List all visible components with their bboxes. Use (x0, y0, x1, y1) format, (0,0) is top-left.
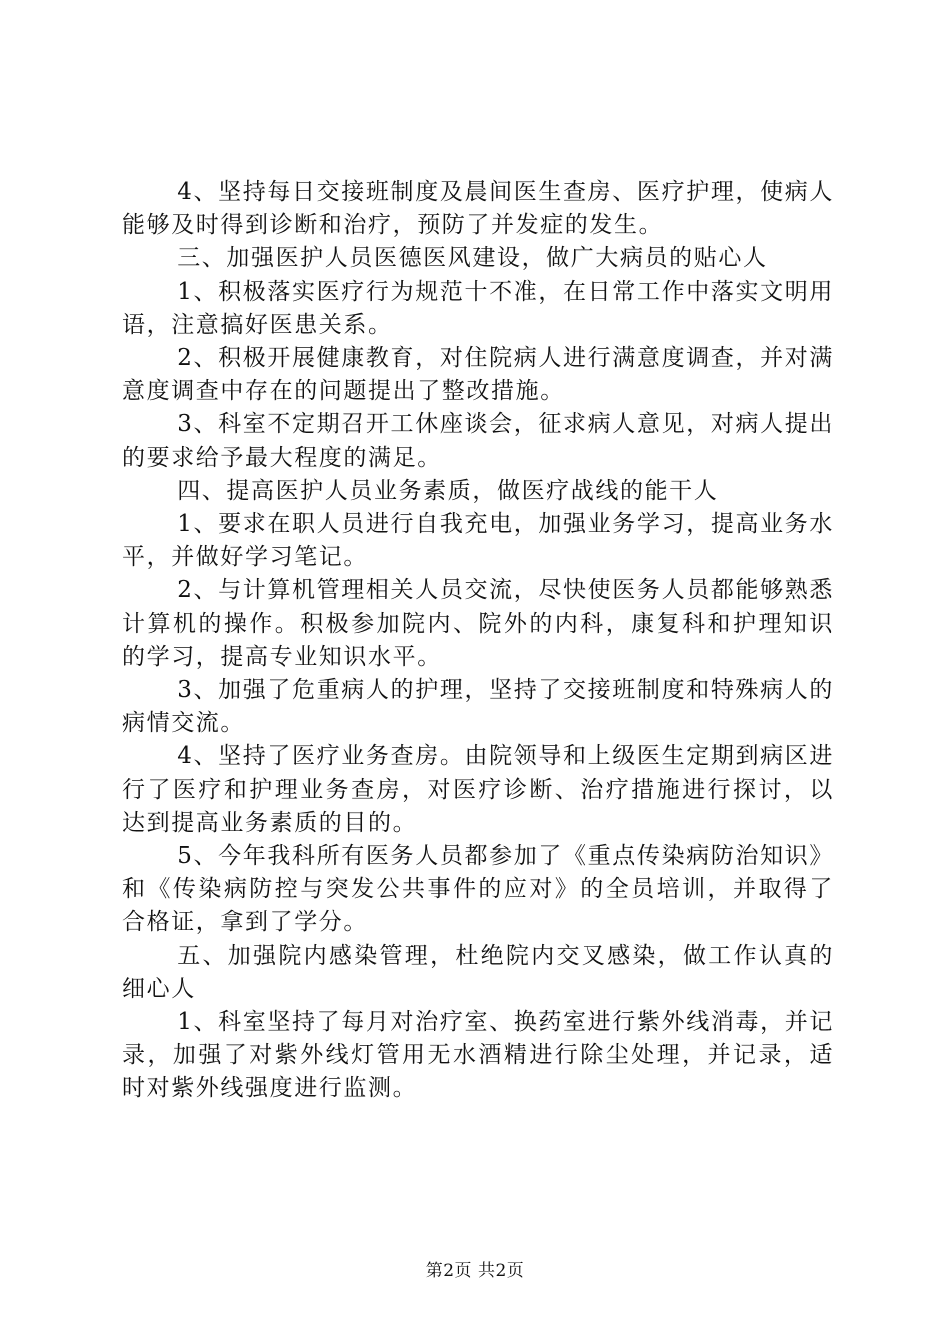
paragraph-3: 2、积极开展健康教育，对住院病人进行满意度调查，并对满意度调查中存在的问题提出了整改措施。 (122, 345, 834, 405)
section-heading-5: 五、加强院内感染管理，杜绝院内交叉感染，做工作认真的细心人 (122, 942, 834, 1002)
paragraph-2: 1、积极落实医疗行为规范十不准，在日常工作中落实文明用语，注意搞好医患关系。 (122, 278, 834, 338)
paragraph-7: 3、加强了危重病人的护理，坚持了交接班制度和特殊病人的病情交流。 (122, 677, 834, 737)
page-number-footer: 第2页 共2页 (425, 1261, 525, 1281)
section-heading-3: 三、加强医护人员医德医风建设，做广大病员的贴心人 (177, 245, 768, 272)
paragraph-10: 1、科室坚持了每月对治疗室、换药室进行紫外线消毒，并记录，加强了对紫外线灯管用无水酒精进行除尘处理，并记录，适时对紫外线强度进行监测。 (122, 1009, 834, 1102)
paragraph-4: 3、科室不定期召开工休座谈会，征求病人意见，对病人提出的要求给予最大程度的满足。 (122, 411, 834, 471)
paragraph-1: 4、坚持每日交接班制度及晨间医生查房、医疗护理，使病人能够及时得到诊断和治疗，预防了并发症的发生。 (122, 179, 834, 239)
paragraph-5: 1、要求在职人员进行自我充电，加强业务学习，提高业务水平，并做好学习笔记。 (122, 511, 834, 571)
section-heading-4: 四、提高医护人员业务素质，做医疗战线的能干人 (177, 477, 719, 504)
paragraph-8: 4、坚持了医疗业务查房。由院领导和上级医生定期到病区进行了医疗和护理业务查房，对医疗诊断、治疗措施进行探讨，以达到提高业务素质的目的。 (122, 743, 834, 836)
paragraph-9: 5、今年我科所有医务人员都参加了《重点传染病防治知识》和《传染病防控与突发公共事件的应对》的全员培训，并取得了合格证，拿到了学分。 (122, 843, 834, 936)
document-body (122, 176, 834, 1106)
paragraph-6: 2、与计算机管理相关人员交流，尽快使医务人员都能够熟悉计算机的操作。积极参加院内、院外的内科，康复科和护理知识的学习，提高专业知识水平。 (122, 577, 834, 670)
